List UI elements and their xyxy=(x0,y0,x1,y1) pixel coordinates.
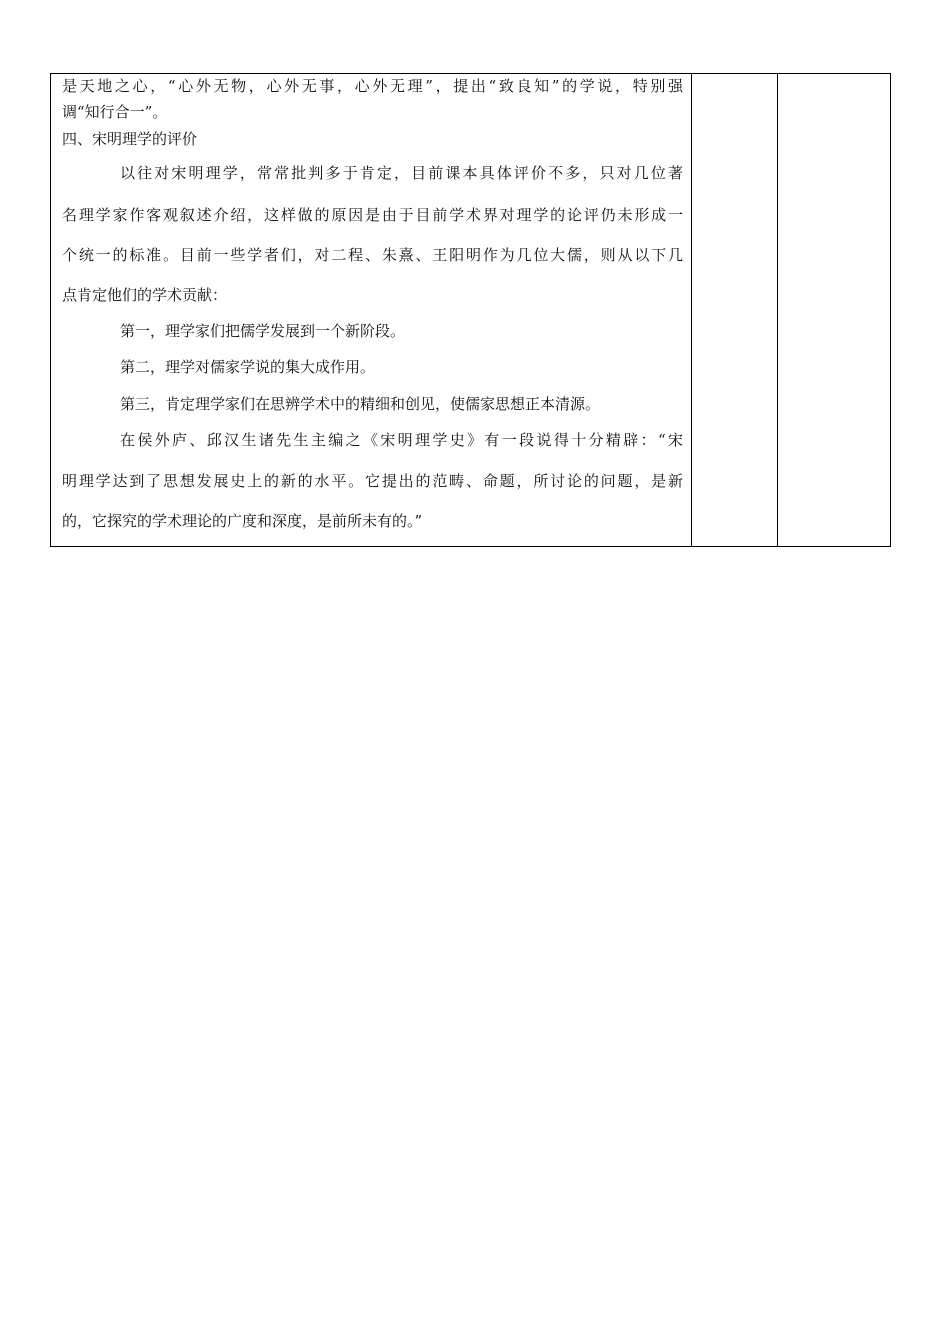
list-item: 第三，肯定理学家们在思辨学术中的精细和创见，使儒家思想正本清源。 xyxy=(120,395,601,413)
content-cell xyxy=(51,74,692,546)
paragraph-line: 名理学家作客观叙述介绍，这样做的原因是由于目前学术界对理学的论评仍未形成一 xyxy=(62,206,683,224)
section-heading: 四、宋明理学的评价 xyxy=(62,130,198,148)
paragraph-line: 点肯定他们的学术贡献： xyxy=(62,286,228,304)
paragraph-line: 以往对宋明理学，常常批判多于肯定，目前课本具体评价不多，只对几位著 xyxy=(120,164,683,182)
empty-cell xyxy=(778,74,890,546)
list-item: 第一，理学家们把儒学发展到一个新阶段。 xyxy=(120,322,406,340)
empty-cell xyxy=(692,74,778,546)
list-item: 第二，理学对儒家学说的集大成作用。 xyxy=(120,358,376,376)
quote-line: 在侯外庐、邱汉生诸先生主编之《宋明理学史》有一段说得十分精辟：“宋 xyxy=(120,431,683,449)
quote-line: 明理学达到了思想发展史上的新的水平。它提出的范畴、命题，所讨论的问题，是新 xyxy=(62,472,683,490)
document-table xyxy=(50,73,891,547)
paragraph-line: 是天地之心，“心外无物，心外无事，心外无理”，提出“致良知”的学说，特别强 xyxy=(62,77,683,95)
paragraph-line: 个统一的标准。目前一些学者们，对二程、朱熹、王阳明作为几位大儒，则从以下几 xyxy=(62,246,683,264)
quote-line: 的，它探究的学术理论的广度和深度，是前所未有的。” xyxy=(62,512,423,530)
paragraph-line: 调“知行合一”。 xyxy=(62,103,168,121)
